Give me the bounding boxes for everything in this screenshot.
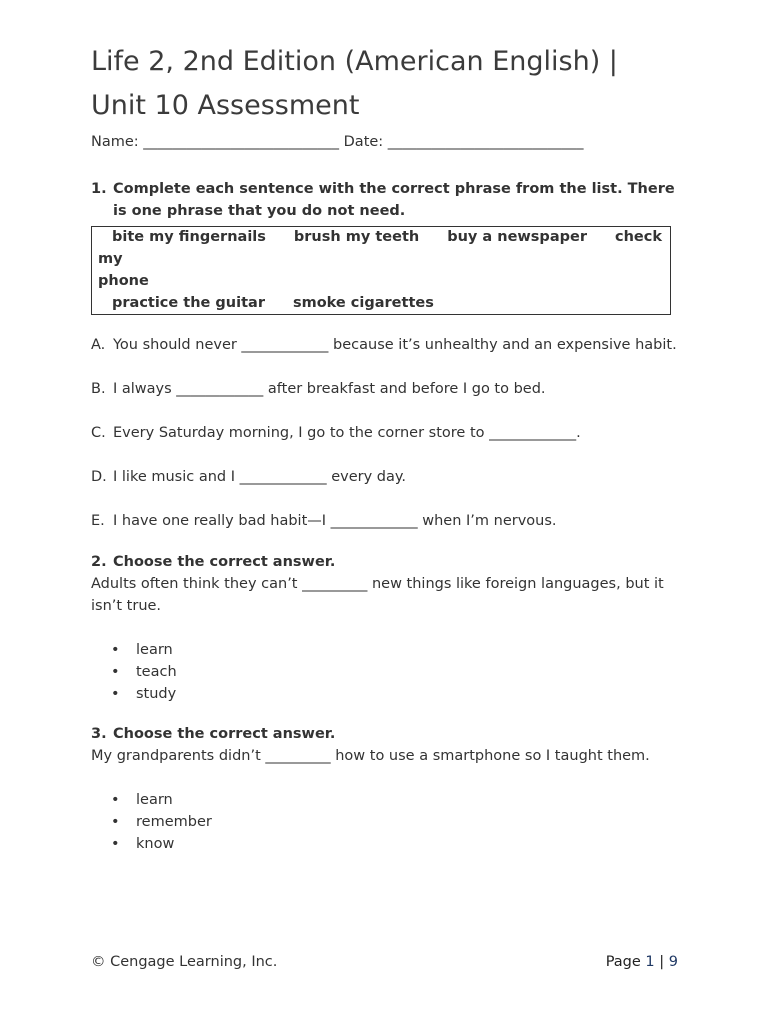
question-3-number: 3. (91, 726, 107, 742)
question-2-number: 2. (91, 554, 107, 570)
date-label: Date: (343, 134, 384, 150)
option-item: • teach (91, 661, 685, 683)
question-3-options (91, 789, 685, 855)
title-line-2: Unit 10 Assessment (91, 90, 360, 121)
question-2-instruction: Choose the correct answer. (113, 554, 336, 570)
question-2-options (91, 639, 685, 705)
item-letter: C. (91, 425, 106, 441)
item-text: I like music and I ____________ every day. (113, 469, 407, 485)
page-separator: | (659, 954, 665, 970)
item-letter: D. (91, 469, 107, 485)
option-item: • learn (91, 789, 685, 811)
name-date-row (91, 132, 685, 152)
question-2 (91, 551, 685, 705)
footer-copyright: © Cengage Learning, Inc. (91, 954, 278, 970)
document-title (91, 40, 685, 128)
phrase-item: buy a newspaper (447, 229, 587, 245)
phrase-item: bite my fingernails (112, 229, 266, 245)
question-2-text: Adults often think they can’t _________ new things like foreign languages, but it isn’t true. (91, 576, 664, 614)
footer-page-number (606, 954, 678, 970)
question-1-item-b (91, 379, 685, 399)
question-1-item-e (91, 511, 685, 531)
question-3-text: My grandparents didn’t _________ how to use a smartphone so I taught them. (91, 748, 650, 764)
question-1-item-d (91, 467, 685, 487)
name-label: Name: (91, 134, 139, 150)
question-1-item-a (91, 335, 685, 355)
question-1-item-c (91, 423, 685, 443)
phrase-row-2 (98, 292, 664, 314)
phrase-row-wrap: phone (98, 273, 149, 289)
page-current: 1 (645, 954, 655, 970)
question-1 (91, 178, 685, 531)
phrase-item: practice the guitar (112, 295, 265, 311)
document-page (91, 40, 685, 855)
page-total: 9 (668, 954, 678, 970)
phrase-box (91, 226, 671, 315)
item-text: I have one really bad habit—I ____________ when I’m nervous. (113, 513, 557, 529)
item-letter: B. (91, 381, 106, 397)
item-text: I always ____________ after breakfast and before I go to bed. (113, 381, 546, 397)
item-letter: A. (91, 337, 106, 353)
option-item: • learn (91, 639, 685, 661)
phrase-row-1 (98, 226, 664, 270)
date-blank: ___________________________ (387, 134, 584, 150)
phrase-item: check my (98, 229, 662, 267)
option-item: • study (91, 683, 685, 705)
title-line-1: Life 2, 2nd Edition (American English) | (91, 46, 618, 77)
question-3-header (91, 723, 685, 745)
question-1-number: 1. (91, 181, 107, 197)
item-text: You should never ____________ because it’s unhealthy and an expensive habit. (113, 337, 677, 353)
page-label: Page (605, 954, 641, 970)
option-item: • know (91, 833, 685, 855)
phrase-item: smoke cigarettes (292, 295, 434, 311)
question-3-instruction: Choose the correct answer. (113, 726, 336, 742)
question-3 (91, 723, 685, 855)
item-letter: E. (91, 513, 105, 529)
question-1-instruction: Complete each sentence with the correct phrase from the list. There is one phrase that you do not need. (113, 181, 675, 219)
question-2-header (91, 551, 685, 573)
question-1-header (91, 178, 685, 222)
item-text: Every Saturday morning, I go to the corner store to ____________. (113, 425, 581, 441)
name-blank: ___________________________ (143, 134, 340, 150)
phrase-item: brush my teeth (293, 229, 420, 245)
option-item: • remember (91, 811, 685, 833)
